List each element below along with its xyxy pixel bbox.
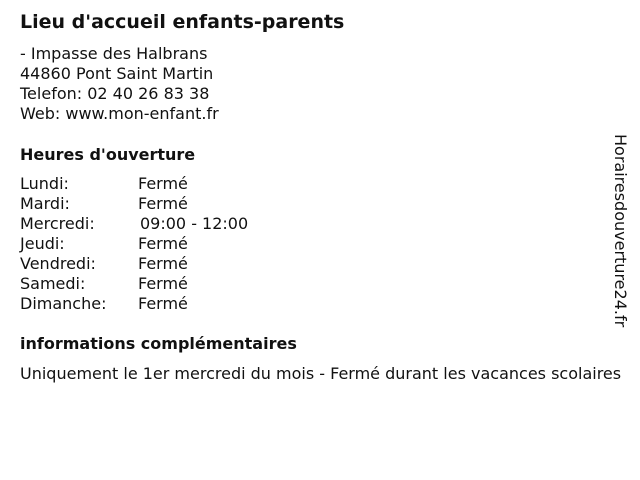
opening-hours-heading: Heures d'ouverture: [20, 145, 196, 164]
hours-day-value: Fermé: [138, 194, 188, 213]
hours-day-label: Jeudi:: [20, 234, 65, 253]
hours-row-saturday: [20, 274, 248, 294]
additional-info-text: Uniquement le 1er mercredi du mois - Fermé durant les vacances scolaires: [20, 364, 622, 383]
address-street: - Impasse des Halbrans: [20, 44, 208, 63]
additional-info-heading: informations complémentaires: [20, 334, 297, 353]
address-web: Web: www.mon-enfant.fr: [20, 104, 219, 123]
hours-day-label: Lundi:: [20, 174, 69, 193]
address-city: 44860 Pont Saint Martin: [20, 64, 214, 83]
brand-watermark-text: Horairesdouverture24.fr: [611, 134, 630, 328]
brand-watermark: [608, 134, 632, 346]
hours-day-value: Fermé: [138, 234, 188, 253]
hours-day-label: Samedi:: [20, 274, 86, 293]
hours-row-wednesday: [20, 214, 248, 234]
hours-day-label: Mercredi:: [20, 214, 95, 233]
hours-row-sunday: [20, 294, 248, 314]
hours-day-value: Fermé: [138, 254, 188, 273]
hours-row-thursday: [20, 234, 248, 254]
opening-hours-table: [20, 174, 248, 314]
hours-day-value: Fermé: [138, 174, 188, 193]
hours-day-value: 09:00 - 12:00: [140, 214, 249, 233]
hours-day-label: Dimanche:: [20, 294, 107, 313]
hours-row-friday: [20, 254, 248, 274]
address-block: [20, 44, 219, 124]
hours-day-value: Fermé: [138, 294, 188, 313]
address-phone: Telefon: 02 40 26 83 38: [20, 84, 210, 103]
hours-row-monday: [20, 174, 248, 194]
hours-row-tuesday: [20, 194, 248, 214]
hours-day-label: Vendredi:: [20, 254, 96, 273]
hours-day-value: Fermé: [138, 274, 188, 293]
hours-day-label: Mardi:: [20, 194, 70, 213]
page-title: Lieu d'accueil enfants-parents: [20, 11, 345, 33]
